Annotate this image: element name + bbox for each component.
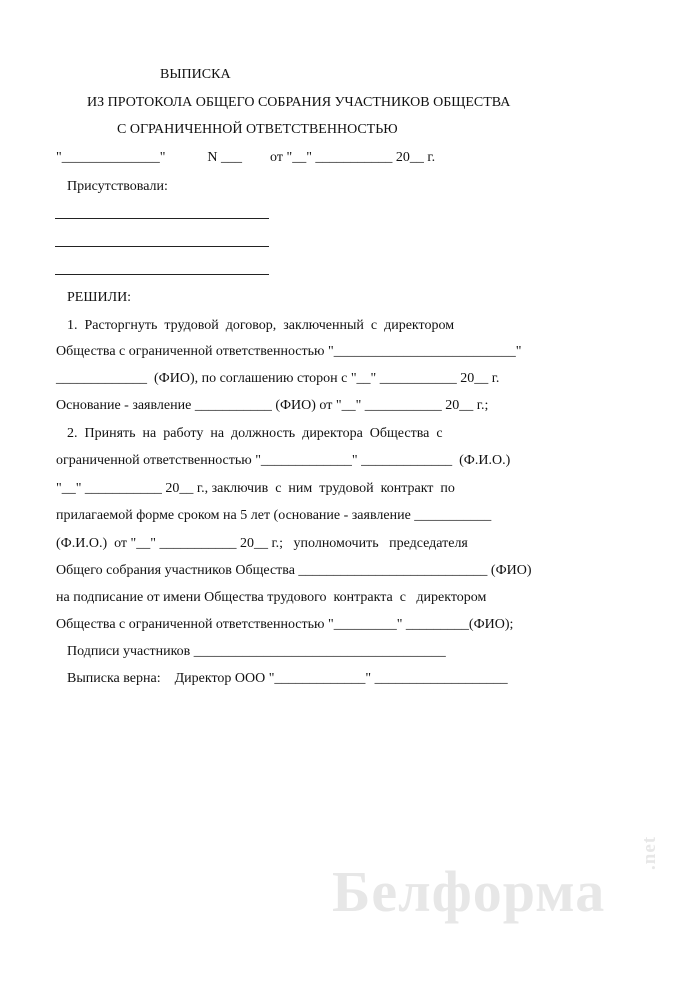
- participants-signature-line: Подписи участников ____________________________________: [67, 644, 446, 659]
- item2-line3: "__" ___________ 20__ г., заключив с ним трудовой контракт по: [56, 481, 455, 496]
- item1-line2: Общества с ограниченной ответственностью "__________________________": [56, 344, 522, 359]
- item1-line3: _____________ (ФИО), по соглашению сторон с "__" ___________ 20__ г.: [56, 371, 500, 386]
- item1-line1: 1. Расторгнуть трудовой договор, заключенный с директором: [67, 318, 455, 333]
- watermark-domain: .net: [639, 835, 660, 870]
- present-blank-3: [55, 274, 269, 275]
- protocol-meta-line: "______________" N ___ от "__" ___________ 20__ г.: [56, 150, 436, 165]
- item2-line1: 2. Принять на работу на должность директора Общества с: [67, 426, 443, 441]
- item2-line7: на подписание от имени Общества трудового контракта с директором: [56, 590, 487, 605]
- doc-subtitle-line1: ИЗ ПРОТОКОЛА ОБЩЕГО СОБРАНИЯ УЧАСТНИКОВ ОБЩЕСТВА: [87, 95, 511, 110]
- doc-title: ВЫПИСКА: [160, 67, 231, 82]
- verified-line: Выписка верна: Директор ООО "_____________" ___________________: [67, 671, 508, 686]
- item2-line4: прилагаемой форме сроком на 5 лет (основание - заявление ___________: [56, 508, 492, 523]
- present-label: Присутствовали:: [67, 179, 168, 194]
- item2-line8: Общества с ограниченной ответственностью "_________" _________(ФИО);: [56, 617, 514, 632]
- present-blank-1: [55, 218, 269, 219]
- present-blank-2: [55, 246, 269, 247]
- item2-line2: ограниченной ответственностью "_____________" _____________ (Ф.И.О.): [56, 453, 511, 468]
- watermark-brand: Белформа: [332, 859, 606, 924]
- item2-line5: (Ф.И.О.) от "__" ___________ 20__ г.; уполномочить председателя: [56, 536, 468, 551]
- item2-line6: Общего собрания участников Общества ___________________________ (ФИО): [56, 563, 532, 578]
- doc-subtitle-line2: С ОГРАНИЧЕННОЙ ОТВЕТСТВЕННОСТЬЮ: [117, 122, 398, 137]
- item1-line4: Основание - заявление ___________ (ФИО) от "__" ___________ 20__ г.;: [56, 398, 489, 413]
- belforma-watermark: [332, 835, 660, 925]
- decided-label: РЕШИЛИ:: [67, 290, 132, 305]
